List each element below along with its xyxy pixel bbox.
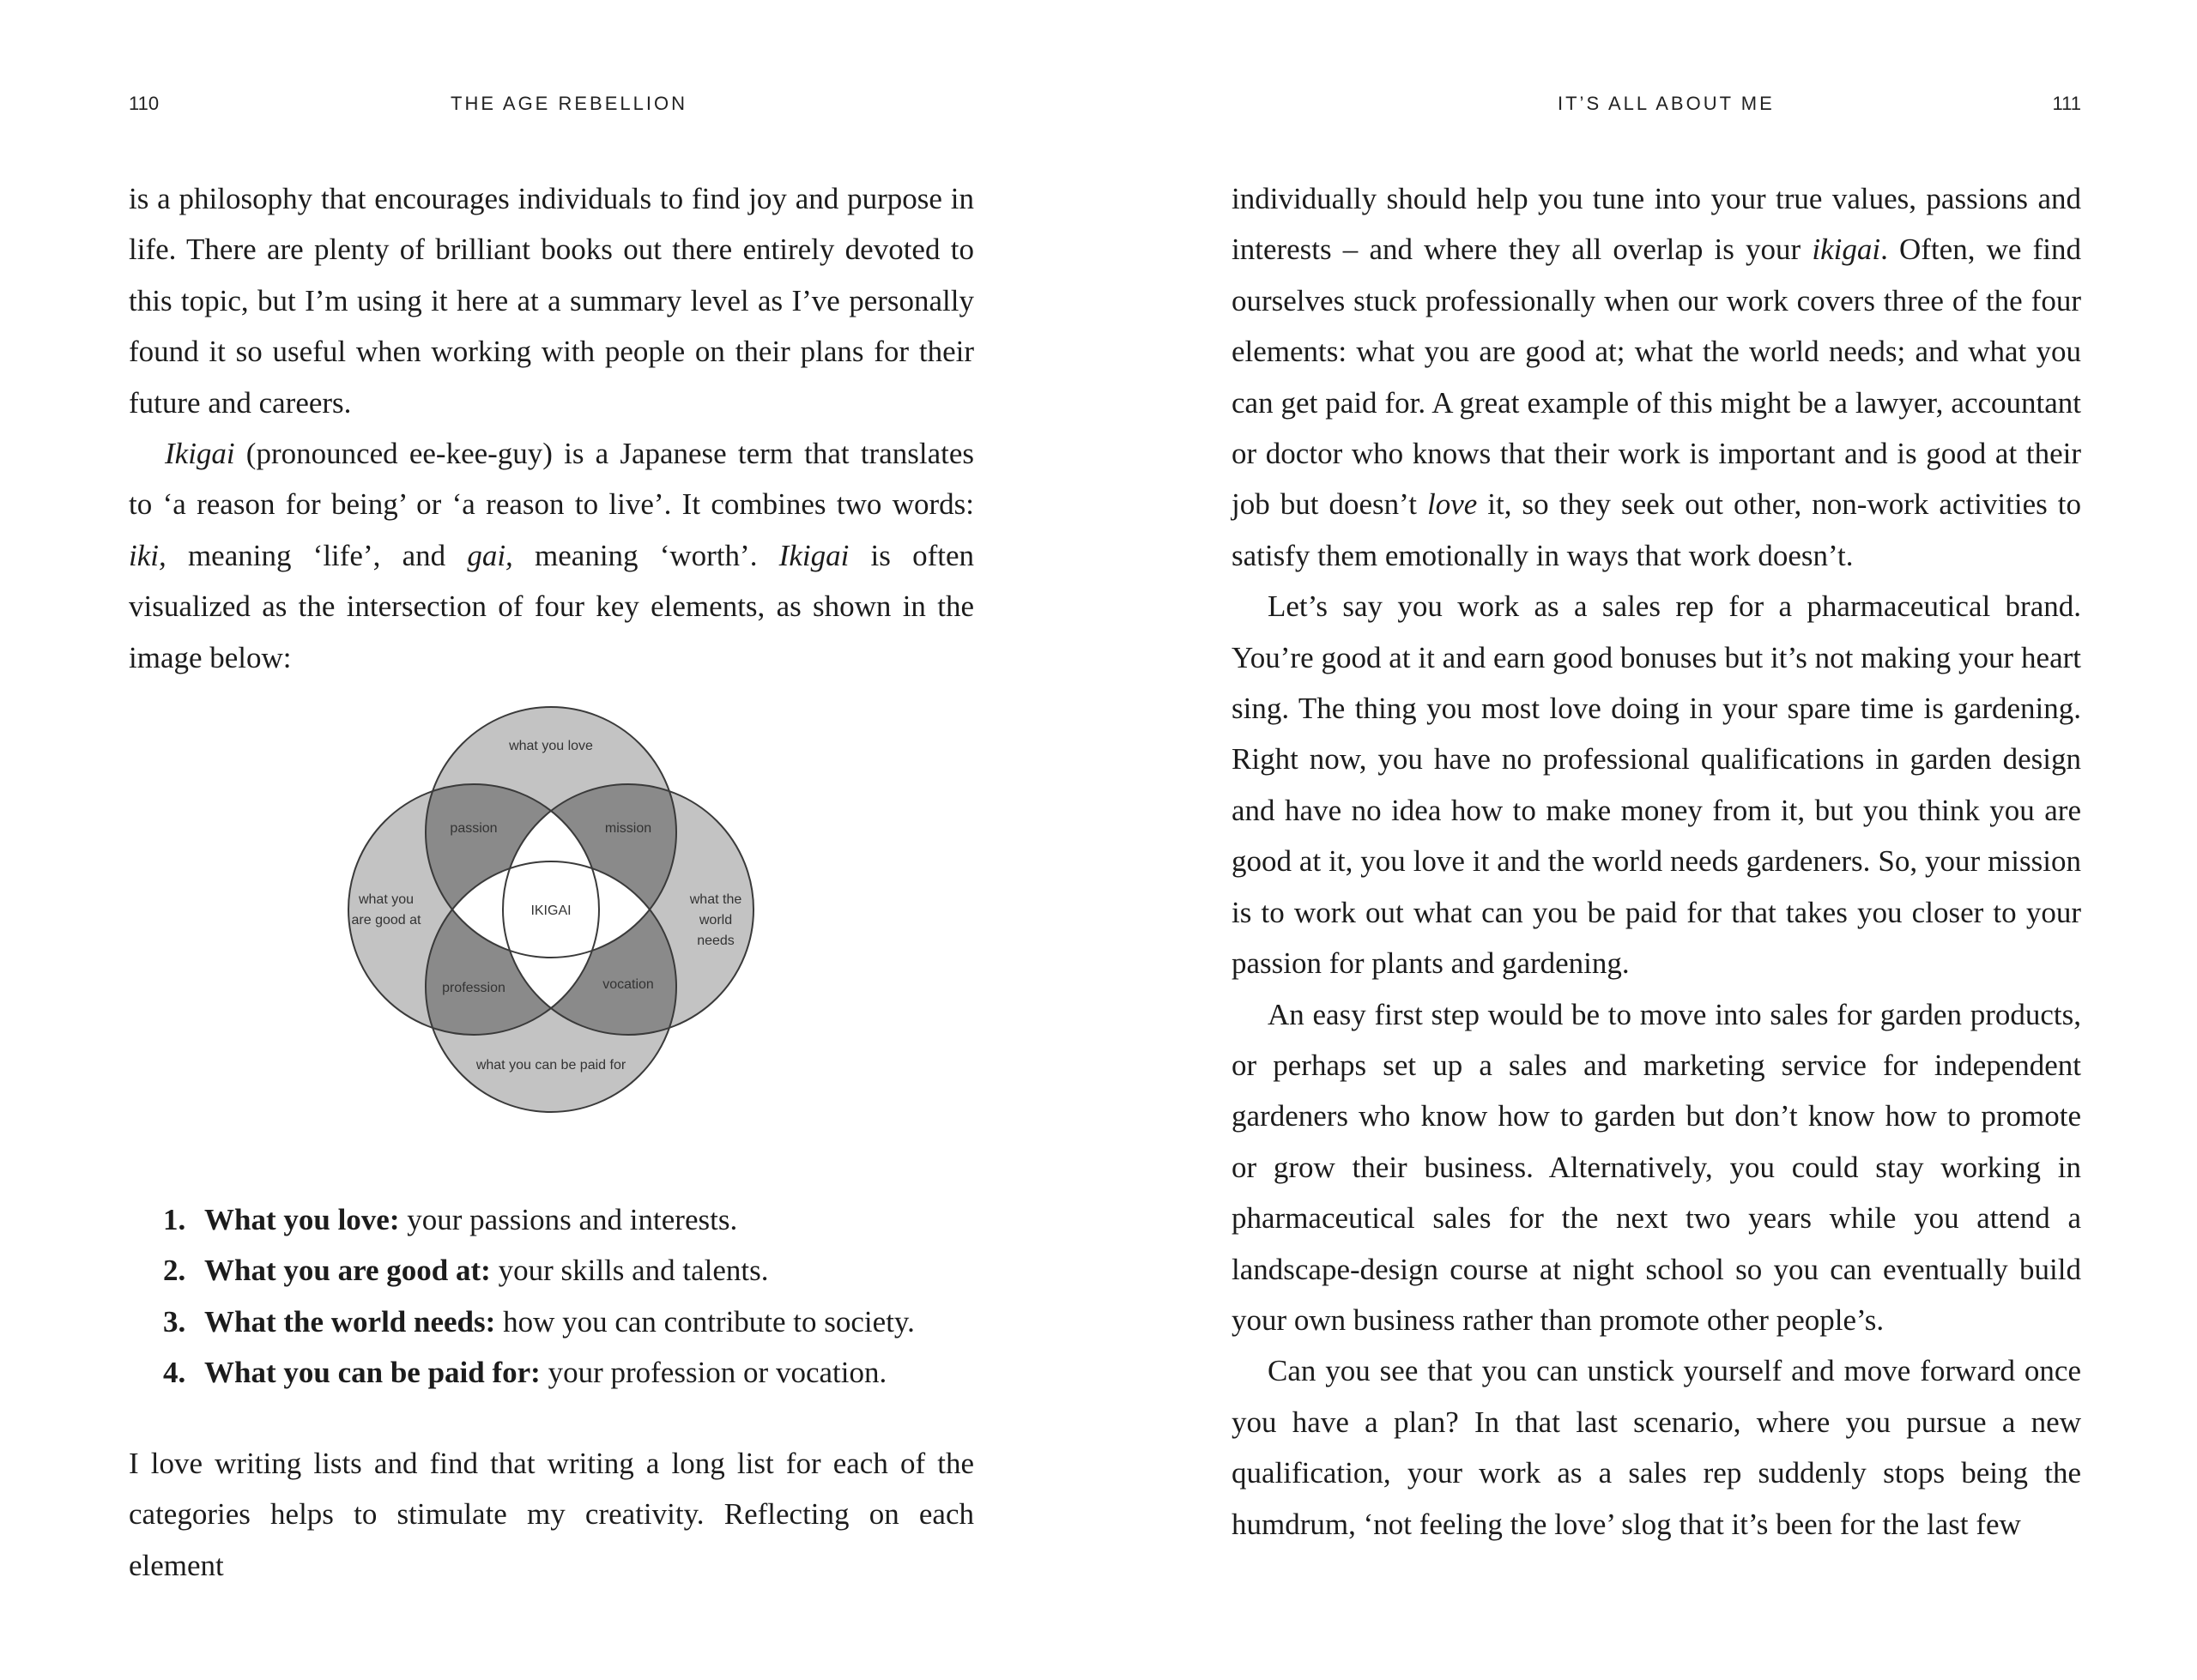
- chapter-title-header: IT’S ALL ABOUT ME: [1558, 93, 1775, 114]
- page-number-left: 110: [129, 93, 160, 114]
- book-title-header: THE AGE REBELLION: [451, 93, 687, 114]
- running-head-left: [129, 93, 974, 122]
- label-world-needs-line3: needs: [697, 934, 735, 948]
- ikigai-venn-diagram: [328, 686, 774, 1133]
- list-desc: your profession or vocation.: [540, 1356, 887, 1390]
- italic-term: love: [1426, 487, 1478, 522]
- label-passion: passion: [450, 821, 498, 836]
- list-item: [163, 1347, 974, 1398]
- label-mission: mission: [604, 821, 652, 836]
- list-item: [163, 1194, 974, 1245]
- paragraph: Let’s say you work as a sales rep for a pharmaceutical brand. You’re good at it and earn good bonuses but it’s not making your heart sing. The thing you most love doing in your spare time is gardening. Right now, you have no professional qualifications in garden design and have no idea how to make money from it, but you think you are good at it, you love it and the world needs gardeners. So, your mission is to work out what can you be paid for that takes you closer to your passion for plants and gardening.: [1232, 589, 2081, 981]
- italic-term: Ikigai: [778, 538, 850, 572]
- right-page: [1232, 0, 2081, 1680]
- list-desc: your skills and talents.: [490, 1254, 769, 1288]
- list-desc: how you can contribute to society.: [495, 1304, 915, 1339]
- paragraph: An easy first step would be to move into sales for garden products, or perhaps set up a sales and marketing service for independent gardeners who know how to garden but don’t know how to promote or grow their business. Alternatively, you could stay working in pharmaceutical sales for the next two years while you attend a landscape-design course at night school so you can eventually build your own business rather than promote other people’s.: [1232, 997, 2081, 1337]
- text-run: . Often, we find ourselves stuck professionally when our work covers three of the four elements: what you are good at; what the world needs; and what you can get paid for. A great example of this might be a lawyer, accountant or doctor who knows that their work is important and is good at their job but doesn’t: [1232, 233, 2081, 522]
- ikigai-elements-list: [163, 1194, 974, 1399]
- list-item: [163, 1296, 974, 1347]
- right-body: [1232, 173, 2081, 1550]
- text-run: meaning ‘life’, and: [166, 538, 468, 572]
- page-number-right: 111: [2052, 93, 2081, 114]
- list-number: 4.: [163, 1356, 186, 1390]
- text-run: is often visualized as the intersection of four key elements, as shown in the image below:: [129, 538, 974, 674]
- left-page: [129, 0, 974, 1680]
- list-number: 3.: [163, 1304, 186, 1339]
- list-term: What the world needs:: [204, 1304, 496, 1339]
- left-body-bottom: [129, 1438, 974, 1591]
- running-head-right: [1232, 93, 2081, 122]
- left-body-top: [129, 173, 974, 683]
- list-number: 2.: [163, 1254, 186, 1288]
- label-are-good-at-line2: are good at: [351, 913, 421, 928]
- label-what-you-love: what you love: [509, 739, 593, 753]
- text-run: individually should help you tune into your true values, passions and interests – and where they all overlap is your: [1232, 182, 2081, 267]
- label-vocation: vocation: [602, 977, 654, 992]
- paragraph: is a philosophy that encourages individuals to find joy and purpose in life. There are plenty of brilliant books out there entirely devoted to this topic, but I’m using it here at a summary level as I’ve personally found it so useful when working with people on their plans for their future and careers.: [129, 182, 974, 420]
- label-world-needs-line1: what the: [689, 892, 742, 907]
- text-run: it, so they seek out other, non-work activities to satisfy them emotionally in ways that work doesn’t.: [1232, 487, 2081, 572]
- label-are-good-at-line1: what you: [358, 892, 415, 907]
- label-world-needs-line2: world: [699, 913, 733, 928]
- label-paid-for: what you can be paid for: [475, 1058, 626, 1073]
- list-item: [163, 1245, 974, 1296]
- italic-term: ikigai: [1812, 233, 1881, 267]
- list-term: What you love:: [204, 1203, 400, 1236]
- list-term: What you can be paid for:: [204, 1356, 541, 1390]
- text-run: meaning ‘worth’.: [512, 538, 779, 572]
- label-profession: profession: [442, 981, 505, 995]
- italic-term: iki,: [129, 538, 166, 572]
- text-run: (pronounced ee-kee-guy) is a Japanese term that translates to ‘a reason for being’ or ‘a reason to live’. It combines two words:: [129, 437, 974, 522]
- italic-term: Ikigai: [165, 437, 235, 471]
- paragraph: Can you see that you can unstick yourself and move forward once you have a plan? In that last scenario, where you pursue a new qualification, your work as a sales rep suddenly stops being the humdrum, ‘not feeling the love’ slog that it’s been for the last few: [1232, 1354, 2081, 1541]
- paragraph: [1232, 173, 2081, 581]
- paragraph: [129, 428, 974, 683]
- label-ikigai: IKIGAI: [530, 903, 572, 918]
- paragraph: I love writing lists and find that writing a long list for each of the categories helps to stimulate my creativity. Reflecting on each element: [129, 1447, 974, 1582]
- italic-term: gai,: [467, 538, 513, 572]
- list-number: 1.: [163, 1203, 186, 1236]
- list-desc: your passions and interests.: [399, 1203, 738, 1236]
- list-term: What you are good at:: [204, 1254, 491, 1288]
